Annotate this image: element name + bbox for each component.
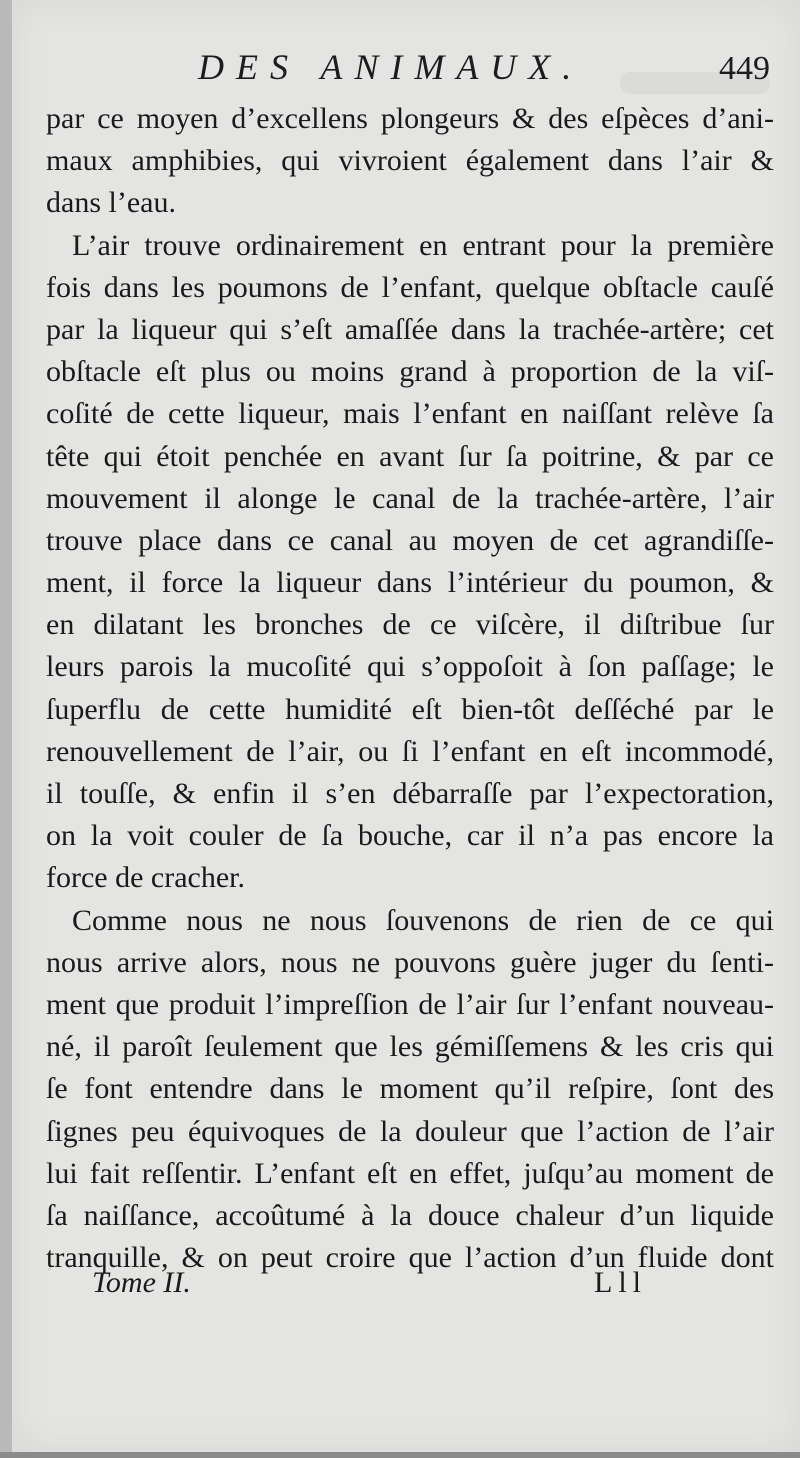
text-line: tête qui étoit penchée en avant ſur ſa poitrine, & par ce [46, 439, 774, 473]
text-line: il touſſe, & enfin il s’en débarraſſe par l’expectoration, [46, 777, 774, 810]
volume-label: Tome II. [92, 1266, 191, 1299]
text-line: tranquille, & on peut croire que l’action d’un fluide dont [46, 1241, 774, 1275]
text-line: on la voit couler de ſa bouche, car il n’a pas encore la [46, 819, 774, 853]
text-line: renouvellement de l’air, ou ſi l’enfant en eſt incommodé, [46, 734, 774, 768]
text-line: né, il paroît ſeulement que les gémiſſemens & les cris qui [46, 1030, 774, 1064]
page-number: 449 [719, 50, 770, 87]
text-line: L’air trouve ordinairement en entrant pour la première [72, 228, 774, 262]
page-header [12, 46, 800, 98]
running-title: DES ANIMAUX. [198, 47, 584, 87]
text-line: ſe font entendre dans le moment qu’il reſpire, ſont des [46, 1072, 774, 1106]
text-line: en dilatant les bronches de ce viſcère, il diſtribue ſur [46, 608, 774, 642]
text-line: ſignes peu équivoques de la douleur que l’action de l’air [46, 1114, 774, 1148]
text-line: par ce moyen d’excellens plongeurs & des eſpèces d’ani- [46, 102, 774, 135]
signature-mark: Lll [594, 1266, 647, 1299]
text-line: ſa naiſſance, accoûtumé à la douce chaleur d’un liquide [46, 1198, 774, 1232]
text-line: ment, il force la liqueur dans l’intérieur du poumon, & [46, 566, 774, 600]
text-line: maux amphibies, qui vivroient également dans l’air & [46, 144, 774, 178]
text-line: force de cracher. [46, 861, 246, 895]
text-line: par la liqueur qui s’eſt amaſſée dans la trachée-artère; cet [46, 312, 774, 346]
text-line: coſité de cette liqueur, mais l’enfant en naiſſant relève ſa [46, 397, 774, 431]
book-page [12, 0, 800, 1452]
text-line: obſtacle eſt plus ou moins grand à proportion de la viſ- [46, 355, 774, 389]
text-line: trouve place dans ce canal au moyen de cet agrandiſſe- [46, 523, 774, 557]
text-line: ſuperflu de cette humidité eſt bien-tôt deſſéché par le [46, 692, 774, 726]
scan-bottom-edge [0, 1452, 800, 1458]
body-text [46, 98, 774, 1279]
text-line: lui fait reſſentir. L’enfant eſt en effet, juſqu’au moment de [46, 1156, 774, 1190]
text-line: dans l’eau. [46, 186, 176, 220]
text-line: leurs parois la mucoſité qui s’oppoſoit à ſon paſſage; le [46, 650, 774, 684]
text-line: nous arrive alors, nous ne pouvons guère juger du ſenti- [46, 945, 774, 979]
text-line: ment que produit l’impreſſion de l’air ſur l’enfant nouveau- [46, 987, 774, 1021]
scan-left-edge [0, 0, 12, 1458]
page-footer [12, 1266, 800, 1306]
text-line: fois dans les poumons de l’enfant, quelque obſtacle cauſé [46, 270, 774, 304]
text-line: mouvement il alonge le canal de la trachée-artère, l’air [46, 481, 774, 515]
text-line: Comme nous ne nous ſouvenons de rien de ce qui [72, 903, 774, 937]
